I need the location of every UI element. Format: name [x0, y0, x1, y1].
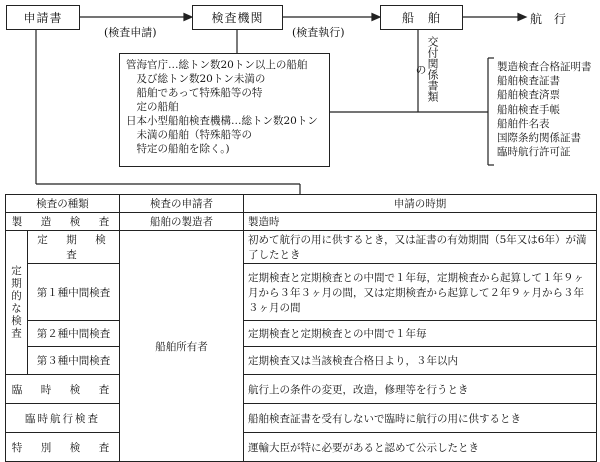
agency-line: 管海官庁…総トン数20トン以上の船舶 — [126, 59, 308, 71]
header-applicant: 検査の申請者 — [120, 195, 244, 213]
document-item: 臨時航行許可証 — [497, 146, 571, 159]
inspection-application-label: (検査申請) — [104, 26, 157, 39]
document-item: 船舶検査済票 — [497, 89, 560, 102]
agencies-note-box — [119, 53, 330, 167]
applicant-cell: 船舶の製造者 — [120, 213, 244, 231]
table-row — [6, 404, 597, 433]
delivered-documents-list — [497, 60, 592, 159]
document-item: 船舶件名表 — [497, 117, 550, 130]
document-item: 船舶検査手帳 — [497, 103, 560, 116]
table-row — [6, 433, 597, 462]
document-item: 国際条約関係証書 — [497, 132, 581, 145]
agency-line: 定の船舶 — [126, 101, 179, 113]
agency-line: 日本小型船舶検査機構…総トン数20トン — [126, 115, 318, 127]
agency-line: 及び総トン数20トン未満の — [126, 73, 266, 85]
type-cell: 定 期 検 査 — [28, 231, 120, 264]
agency-line: 船舶であって特殊船等の特 — [126, 87, 263, 99]
type-cell: 第２種中間検査 — [28, 321, 120, 347]
application-box: 申請書 — [6, 5, 80, 30]
inspection-types-table — [5, 194, 597, 462]
type-cell: 臨 時 検 査 — [6, 375, 120, 404]
timing-cell: 運輸大臣が特に必要があると認めて公示したとき — [244, 433, 597, 462]
type-cell: 臨時航行検査 — [6, 404, 120, 433]
type-cell: 製 造 検 査 — [6, 213, 120, 231]
timing-cell: 製造時 — [244, 213, 597, 231]
periodic-group-cell: 定期的な検査 — [6, 231, 28, 375]
timing-cell: 船舶検査証書を受有しないで臨時に航行の用に供するとき — [244, 404, 597, 433]
document-item: 船舶検査証書 — [497, 75, 560, 88]
agency-line: 未満の船舶（特殊船等の — [126, 129, 252, 141]
type-cell: 第１種中間検査 — [28, 264, 120, 321]
table-row — [6, 213, 597, 231]
timing-cell: 航行上の条件の変更，改造，修理等を行うとき — [244, 375, 597, 404]
table-row — [6, 231, 597, 264]
navigation-label: 航 行 — [530, 12, 567, 26]
type-cell: 特 別 検 査 — [6, 433, 120, 462]
timing-cell: 定期検査又は当該検査合格日より，３年以内 — [244, 347, 597, 375]
inspection-execution-label: (検査執行) — [292, 26, 345, 39]
owner-cell: 船舶所有者 — [120, 231, 244, 462]
delivery-documents-label: 交付関係書類の — [414, 36, 439, 102]
header-inspection-type: 検査の種類 — [6, 195, 120, 213]
table-row — [6, 321, 597, 347]
table-row — [6, 264, 597, 321]
type-cell: 第３種中間検査 — [28, 347, 120, 375]
timing-cell: 初めて航行の用に供するとき，又は証書の有効期間（5年又は6年）が満了したとき — [244, 231, 597, 264]
ship-box: 船 舶 — [380, 5, 463, 30]
timing-cell: 定期検査と定期検査との中間で１年毎 — [244, 321, 597, 347]
inspection-agency-box: 検査機関 — [192, 5, 283, 30]
document-item: 製造検査合格証明書 — [497, 61, 592, 73]
agency-line: 特定の船舶を除く。) — [126, 143, 230, 155]
header-timing: 申請の時期 — [244, 195, 597, 213]
table-row — [6, 347, 597, 375]
table-row — [6, 375, 597, 404]
timing-cell: 定期検査と定期検査との中間で１年毎，定期検査から起算して１年９ヶ月から３年３ヶ月の間，又は定期検査から起算して２年９ヶ月から３年３ヶ月の間 — [244, 264, 597, 321]
table-header-row — [6, 195, 597, 213]
